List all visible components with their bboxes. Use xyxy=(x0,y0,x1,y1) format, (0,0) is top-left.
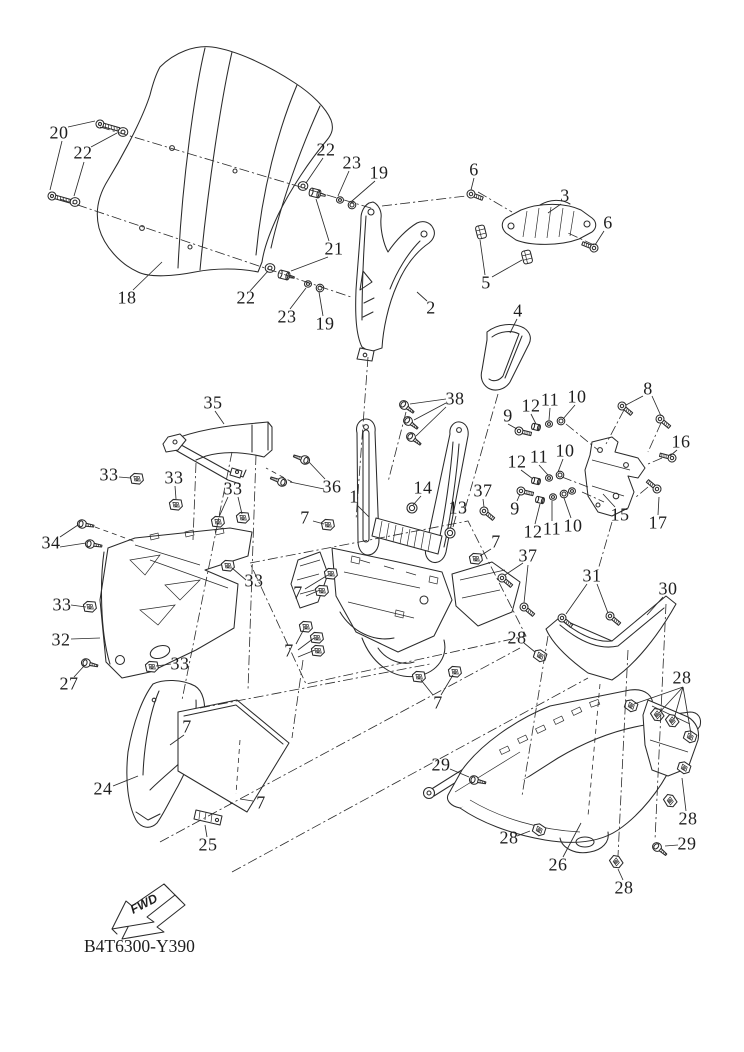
part-callout-33: 33 xyxy=(52,594,72,615)
part-callout-31: 31 xyxy=(582,565,602,586)
part-callout-10: 10 xyxy=(563,515,583,536)
part-callout-7: 7 xyxy=(491,531,501,552)
part-callout-34: 34 xyxy=(41,532,61,553)
part-callout-38: 38 xyxy=(445,388,465,409)
part-callout-6: 6 xyxy=(469,159,479,180)
part-callout-28: 28 xyxy=(499,827,519,848)
part-callout-37: 37 xyxy=(518,545,538,566)
part-callout-27: 27 xyxy=(59,673,79,694)
part-callout-2: 2 xyxy=(426,297,436,318)
part-callout-28: 28 xyxy=(614,877,634,898)
part-callout-14: 14 xyxy=(413,477,433,498)
part-callout-33: 33 xyxy=(170,653,190,674)
part-callout-22: 22 xyxy=(236,287,256,308)
part-callout-12: 12 xyxy=(507,451,527,472)
air-scoop-part-4 xyxy=(481,325,530,390)
part-callout-28: 28 xyxy=(507,627,527,648)
windshield-screw-20-top xyxy=(95,119,120,133)
screw-6-left xyxy=(466,189,484,203)
part-callout-10: 10 xyxy=(555,440,575,461)
fwd-arrow xyxy=(112,884,185,939)
part-callout-6: 6 xyxy=(603,212,613,233)
part-callout-12: 12 xyxy=(521,395,541,416)
part-callout-36: 36 xyxy=(322,476,342,497)
fastener-row-1 xyxy=(514,417,565,438)
part-callout-10: 10 xyxy=(567,386,587,407)
part-callout-7: 7 xyxy=(256,792,266,813)
part-callout-24: 24 xyxy=(93,778,113,799)
screws-37 xyxy=(478,505,536,618)
part-callout-7: 7 xyxy=(182,716,192,737)
part-callout-20: 20 xyxy=(49,122,69,143)
part-callout-9: 9 xyxy=(510,498,520,519)
part-callout-7: 7 xyxy=(284,640,294,661)
windshield-screw-20-bottom xyxy=(47,191,72,205)
part-callout-33: 33 xyxy=(223,478,243,499)
diagram-code: B4T6300-Y390 xyxy=(84,936,195,956)
part-callout-18: 18 xyxy=(117,287,137,308)
windshield-part-18 xyxy=(97,47,332,276)
screws-8 xyxy=(616,400,672,430)
part-callout-32: 32 xyxy=(51,629,71,650)
part-callout-11: 11 xyxy=(540,389,560,410)
part-callout-7: 7 xyxy=(300,507,310,528)
windshield-stay-bracket-part-2 xyxy=(356,202,435,361)
part-callout-7: 7 xyxy=(433,692,443,713)
part-callout-3: 3 xyxy=(560,185,570,206)
part-callout-30: 30 xyxy=(658,578,678,599)
fastener-row-3 xyxy=(516,486,575,504)
side-garnish-part-30 xyxy=(546,596,676,680)
fwd-label: FWD xyxy=(128,891,160,917)
part-callout-35: 35 xyxy=(203,392,223,413)
damper-part-5-right xyxy=(521,250,533,265)
part-callout-9: 9 xyxy=(503,405,513,426)
part-callout-11: 11 xyxy=(529,446,549,467)
damper-part-5-left xyxy=(475,225,487,240)
part-callout-23: 23 xyxy=(342,152,362,173)
screw-6-right xyxy=(581,240,599,254)
screw-17 xyxy=(645,478,663,495)
part-callout-15: 15 xyxy=(610,504,630,525)
screw-27 xyxy=(81,658,99,670)
bracket-part-3 xyxy=(502,200,596,244)
part-callout-19: 19 xyxy=(315,313,335,334)
part-callout-21: 21 xyxy=(324,238,344,259)
part-callout-29: 29 xyxy=(431,754,451,775)
part-callout-5: 5 xyxy=(481,272,491,293)
screws-34 xyxy=(77,519,103,550)
part-callout-13: 13 xyxy=(448,497,468,518)
part-callout-17: 17 xyxy=(648,512,668,533)
part-callout-28: 28 xyxy=(678,808,698,829)
part-callout-4: 4 xyxy=(513,300,523,321)
part-callout-22: 22 xyxy=(73,142,93,163)
nut-13 xyxy=(445,528,455,538)
bracket-part-15 xyxy=(585,437,645,516)
part-callout-7: 7 xyxy=(293,582,303,603)
fastener-row-2 xyxy=(531,471,564,485)
inner-panel-part-32 xyxy=(100,528,252,678)
part-callout-29: 29 xyxy=(677,833,697,854)
inner-screen-panel xyxy=(178,700,289,812)
bracket-part-25 xyxy=(194,810,222,825)
part-callout-22: 22 xyxy=(316,139,336,160)
part-callout-28: 28 xyxy=(672,667,692,688)
nut-14 xyxy=(407,503,417,513)
part-callout-12: 12 xyxy=(523,521,543,542)
screws-38 xyxy=(398,399,423,448)
part-callout-8: 8 xyxy=(643,378,653,399)
part-callout-33: 33 xyxy=(244,570,264,591)
part-callout-26: 26 xyxy=(548,854,568,875)
part-callout-19: 19 xyxy=(369,162,389,183)
part-callout-16: 16 xyxy=(671,431,691,452)
part-callout-33: 33 xyxy=(99,464,119,485)
part-callout-25: 25 xyxy=(198,834,218,855)
cowl-stay-assembly-cluster xyxy=(291,548,520,677)
part-callout-11: 11 xyxy=(542,518,562,539)
part-callout-33: 33 xyxy=(164,467,184,488)
part-callout-23: 23 xyxy=(277,306,297,327)
part-callout-1: 1 xyxy=(349,486,359,507)
hardware-row-bottom xyxy=(265,264,324,292)
part-callout-37: 37 xyxy=(473,480,493,501)
